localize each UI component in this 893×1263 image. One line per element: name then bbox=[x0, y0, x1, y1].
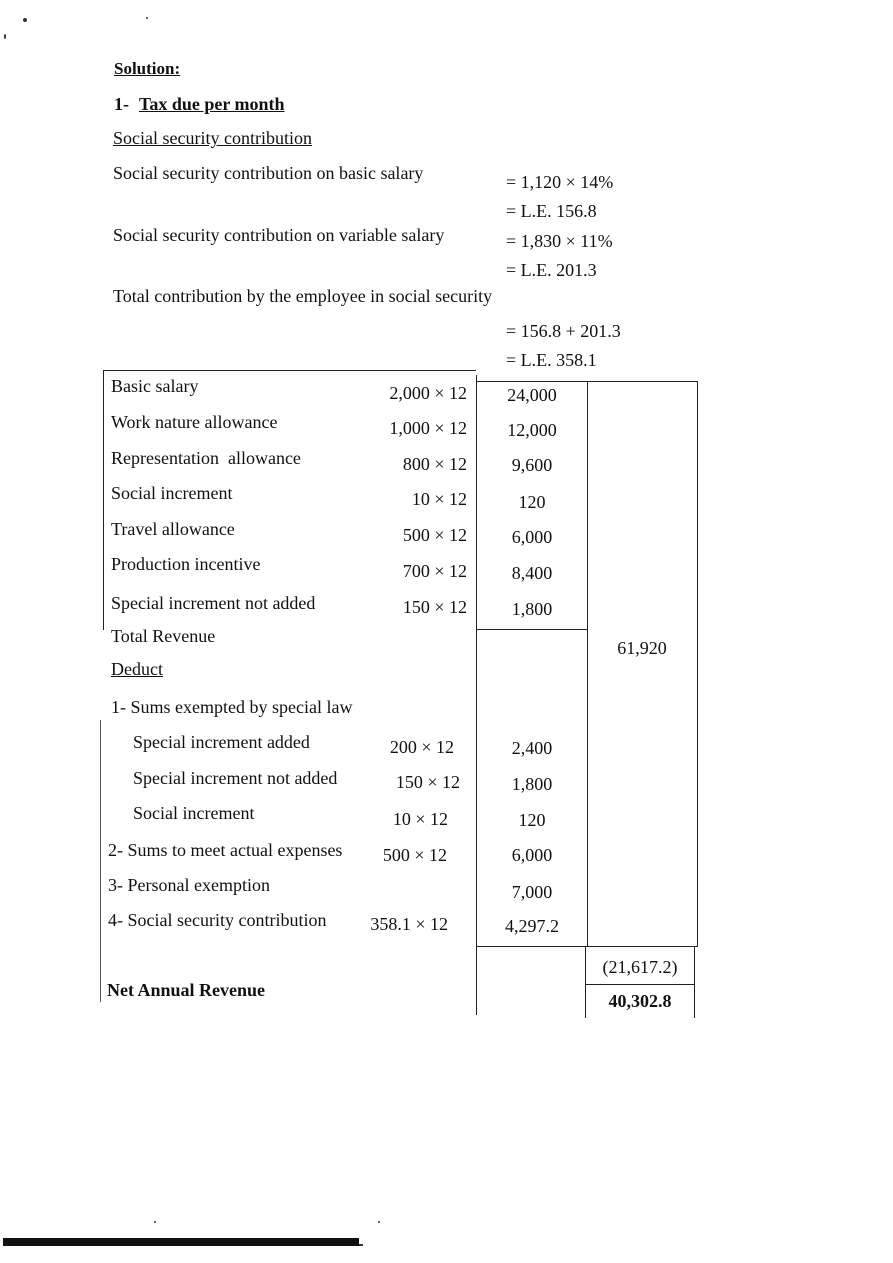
variable-contribution-formula: = 1,830 × 11% bbox=[506, 231, 613, 251]
scan-edge-bar-tail bbox=[359, 1244, 363, 1246]
deduct-row-label: 4- Social security contribution bbox=[108, 910, 327, 930]
total-revenue-amount: 61,920 bbox=[617, 638, 667, 658]
net-box-left bbox=[585, 946, 586, 1018]
total-contribution-formula: = 156.8 + 201.3 bbox=[506, 321, 621, 341]
deduct-label: Deduct bbox=[111, 659, 163, 679]
row-label-production: Production incentive bbox=[111, 554, 261, 574]
deduct-row-label: Special increment not added bbox=[133, 768, 338, 788]
net-rule bbox=[585, 984, 694, 985]
total-contribution-label: Total contribution by the employee in social security bbox=[113, 286, 493, 306]
row-amount: 12,000 bbox=[507, 420, 557, 440]
row-amount: 24,000 bbox=[507, 385, 557, 405]
row-calc: 1,000 × 12 bbox=[389, 418, 467, 438]
scan-speck bbox=[146, 17, 148, 19]
basic-contribution-result: = L.E. 156.8 bbox=[506, 201, 597, 221]
row-label-basic-salary: Basic salary bbox=[111, 376, 199, 396]
row-calc: 150 × 12 bbox=[402, 597, 467, 617]
table-divider-2 bbox=[587, 381, 588, 947]
row-label-representation: Representation allowance bbox=[111, 448, 301, 468]
variable-contribution-label: Social security contribution on variable salary bbox=[113, 225, 445, 245]
deduct-group1-label: 1- Sums exempted by special law bbox=[111, 697, 353, 717]
table-top-rule bbox=[104, 370, 476, 371]
deduct-row-calc: 200 × 12 bbox=[389, 737, 454, 757]
deduct-row-label: Social increment bbox=[133, 803, 255, 823]
net-box-right bbox=[694, 946, 695, 1018]
deduct-row-amount: 1,800 bbox=[511, 774, 553, 794]
row-label-travel: Travel allowance bbox=[111, 519, 235, 539]
scan-speck bbox=[4, 34, 6, 39]
scan-speck bbox=[23, 18, 27, 22]
section-number: 1- bbox=[114, 94, 129, 114]
total-contribution-result: = L.E. 358.1 bbox=[506, 350, 597, 370]
table-right-border bbox=[697, 381, 698, 947]
deduct-row-amount: 4,297.2 bbox=[505, 916, 559, 936]
row-amount: 120 bbox=[518, 492, 546, 512]
row-calc: 2,000 × 12 bbox=[389, 383, 467, 403]
variable-contribution-result: = L.E. 201.3 bbox=[506, 260, 597, 280]
row-amount: 9,600 bbox=[511, 455, 553, 475]
row-amount: 6,000 bbox=[511, 527, 553, 547]
deduct-row-calc: 150 × 12 bbox=[395, 772, 460, 792]
net-annual-revenue-label: Net Annual Revenue bbox=[107, 980, 266, 1000]
social-security-subheading: Social security contribution bbox=[113, 128, 312, 148]
deduct-row-calc: 358.1 × 12 bbox=[370, 914, 448, 934]
scan-speck bbox=[378, 1221, 380, 1223]
deduct-row-label: 2- Sums to meet actual expenses bbox=[108, 840, 343, 860]
row-calc: 10 × 12 bbox=[411, 489, 467, 509]
table-left-border bbox=[103, 370, 104, 630]
total-revenue-label: Total Revenue bbox=[111, 626, 216, 646]
row-calc: 800 × 12 bbox=[402, 454, 467, 474]
subtotal-rule bbox=[476, 629, 587, 630]
table-divider-1 bbox=[476, 375, 477, 1015]
deduct-row-calc: 10 × 12 bbox=[392, 809, 448, 829]
section-title: Tax due per month bbox=[139, 94, 285, 114]
scan-speck bbox=[154, 1221, 156, 1223]
deduct-total-rule bbox=[476, 946, 697, 947]
deduct-row-amount: 2,400 bbox=[511, 738, 553, 758]
deduct-row-label: 3- Personal exemption bbox=[108, 875, 270, 895]
scan-edge-bar bbox=[3, 1238, 359, 1246]
row-amount: 8,400 bbox=[511, 563, 553, 583]
total-deductions-amount: (21,617.2) bbox=[602, 957, 678, 977]
row-label-social-increment: Social increment bbox=[111, 483, 233, 503]
deduct-row-calc: 500 × 12 bbox=[382, 845, 447, 865]
net-annual-revenue-amount: 40,302.8 bbox=[608, 991, 672, 1011]
deduct-row-amount: 120 bbox=[518, 810, 546, 830]
row-label-special-not-added: Special increment not added bbox=[111, 593, 316, 613]
deduct-row-label: Special increment added bbox=[133, 732, 310, 752]
row-label-work-nature: Work nature allowance bbox=[111, 412, 278, 432]
deduct-row-amount: 7,000 bbox=[511, 882, 553, 902]
row-amount: 1,800 bbox=[511, 599, 553, 619]
deduct-row-amount: 6,000 bbox=[511, 845, 553, 865]
table-left-border-lower bbox=[100, 720, 101, 1002]
row-calc: 500 × 12 bbox=[402, 525, 467, 545]
solution-heading: Solution: bbox=[114, 59, 181, 78]
row-calc: 700 × 12 bbox=[402, 561, 467, 581]
basic-contribution-formula: = 1,120 × 14% bbox=[506, 172, 614, 192]
basic-contribution-label: Social security contribution on basic salary bbox=[113, 163, 424, 183]
